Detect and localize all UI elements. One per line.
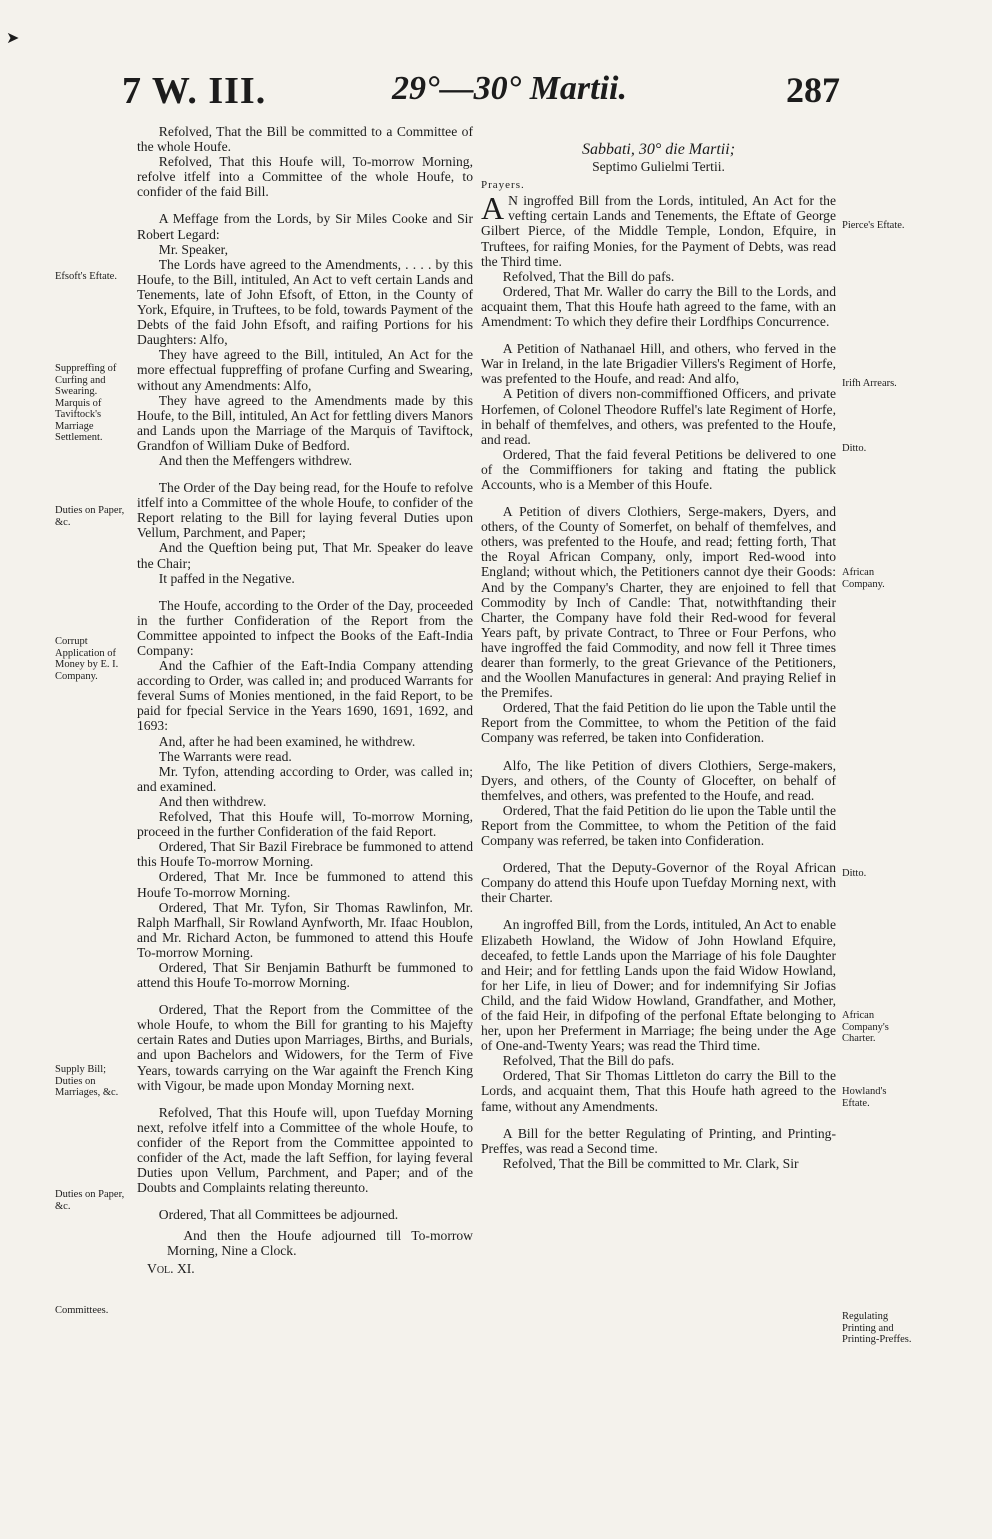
paragraph: Ordered, That Sir Thomas Littleton do carry the Bill to the Lords, and acquaint them, That this Houfe hath agreed to the fame, without any Amendments. [481, 1068, 836, 1114]
date-header: 29°—30° Martii. [392, 70, 627, 107]
paragraph: Refolved, That this Houfe will, To-morrow Morning, refolve itfelf into a Committee of the whole Houfe, to confider of the faid Bill. [137, 154, 473, 200]
right-text-column [481, 124, 836, 1171]
margin-note: Pierce's Eftate. [842, 220, 905, 231]
adjournment-line: And then the Houfe adjourned till To-morrow Morning, Nine a Clock. [167, 1228, 473, 1259]
page-number: 287 [786, 70, 840, 110]
margin-note: Committees. [55, 1305, 109, 1316]
paragraph: Ordered, That the faid feveral Petitions be delivered to one of the Commiffioners for taking and ftating the publick Accounts, who is a Member of this Houfe. [481, 446, 836, 492]
paragraph: Mr. Tyfon, attending according to Order, was called in; and examined. [137, 763, 473, 794]
paragraph: Ordered, That the faid Petition do lie upon the Table until the Report from the Committee, to whom the Petition of the faid Company was referred, be taken into Confideration. [481, 700, 836, 746]
paragraph: The Warrants were read. [158, 748, 292, 764]
left-text-column [137, 124, 473, 1276]
paragraph: Ordered, That Mr. Waller do carry the Bill to the Lords, and acquaint them, That this Houfe hath agreed to the fame, with an Amendment: To which they defire their Lordfhips Concurrence. [481, 283, 836, 330]
paragraph: And then the Meffengers withdrew. [158, 452, 353, 468]
margin-note: Duties on Paper, &c. [55, 1189, 125, 1212]
paragraph: A Meffage from the Lords, by Sir Miles Cooke and Sir Robert Legard: [137, 211, 473, 242]
margin-note: African Company's Charter. [842, 1010, 889, 1044]
ink-mark: ➤ [6, 30, 20, 47]
paragraph: And the Queftion being put, That Mr. Speaker do leave the Chair; [137, 540, 473, 571]
paragraph: The Houfe, according to the Order of the Day, proceeded in the further Confideration of the Report from the Committee appointed to infpect the Books of the Eaft-India Company: [137, 597, 473, 658]
paragraph: Ordered, That the Report from the Committee of the whole Houfe, to whom the Bill for granting to his Majefty certain Rates and Duties upon Marriages, Births, and Burials, and upon Bachelors and Widowers, for the Term of Five Years, towards carrying on the War againft the French King with Vigour, be made upon Monday Morning next. [137, 1002, 473, 1093]
paragraph: Ordered, That the Deputy-Governor of the Royal African Company do attend this Houfe upon Tuefday Morning next, with their Charter. [481, 860, 836, 906]
margin-note: African Company. [842, 567, 885, 590]
margin-note: Duties on Paper, &c. [55, 505, 125, 528]
paragraph: Refolved, That this Houfe will, upon Tuefday Morning next, refolve itfelf into a Committee of the whole Houfe, to confider of the Report from the Committee appointed to confider of the Act, made the laft Seffion, for laying feveral Duties upon Vellum, Parchment, and Paper; and of the Doubts and Complaints relating thereunto. [137, 1104, 473, 1196]
paragraph: A Petition of divers Clothiers, Serge-makers, Dyers, and others, of the County of Somerfet, on behalf of themfelves, and others, was prefented to the Houfe, and read; fetting forth, That the Royal African Company, only, import Red-wood into England; without which, the Petitioners cannot dye their Goods: And by the Company's Charter, they are enjoined to fell that Commodity by Inch of Candle: That, notwithftanding their Charter, the Company have fold their Red-wood for feveral Years paft, by private Contract, to Three or Four Perfons, who have ingroffed the faid Commodity, and now fell it Three times dearer than formerly, to the great Grievance of the Petitioners, and the Woollen Manufactures in general: And praying Relief in the Premifes. [481, 504, 836, 701]
volume-signature: Vol. XI. [147, 1260, 195, 1276]
paragraph: And the Cafhier of the Eaft-India Company attending according to Order, was called in; and produced Warrants for feveral Sums of Monies mentioned, in the faid Report, to be paid for fpecial Service in the Years 1690, 1691, 1692, and 1693: [137, 658, 473, 734]
margin-note: Ditto. [842, 868, 867, 879]
regnal-year-header: 7 W. III. [122, 70, 267, 112]
margin-note: Irifh Arrears. [842, 378, 897, 389]
paragraph: It paffed in the Negative. [158, 570, 295, 586]
paragraph-drop-cap [481, 190, 836, 269]
paragraph: Ordered, That Mr. Tyfon, Sir Thomas Rawlinfon, Mr. Ralph Marfhall, Sir Rowland Aynfworth, Mr. Ifaac Houblon, and Mr. Richard Acton, be fummoned to attend this Houfe To-morrow Morning. [137, 899, 473, 960]
prayers-heading: Prayers. [481, 179, 525, 192]
paragraph: Refolved, That the Bill do pafs. [502, 1053, 675, 1069]
margin-note: Corrupt Application of Money by E. I. Company. [55, 636, 119, 682]
sitting-date-heading: Sabbati, 30° die Martii; [581, 141, 736, 158]
paragraph: Ordered, That Sir Bazil Firebrace be fummoned to attend this Houfe To-morrow Morning. [137, 839, 473, 870]
paragraph: Alfo, The like Petition of divers Clothiers, Serge-makers, Dyers, and others, of the County of Glocefter, on behalf of themfelves, and others, was prefented to the Houfe, and read. [481, 757, 836, 803]
paragraph: They have agreed to the Amendments made by this Houfe, to the Bill, intituled, An Act for fettling divers Manors and Lands upon the Marriage of the Marquis of Taviftock, Grandfon of William Duke of Bedford. [137, 392, 473, 453]
paragraph-text: N ingroffed Bill from the Lords, intituled, An Act for the vefting certain Lands and Tenements, the Eftate of George Gilbert Pierce, of the Middle Temple, London, Efquire, in Truftees, for raifing Monies, for the Payment of Debts, was read the Third time. [481, 193, 836, 269]
drop-cap-letter: A [481, 190, 505, 227]
paragraph: An ingroffed Bill, from the Lords, intituled, An Act to enable Elizabeth Howland, the Widow of John Howland Efquire, deceafed, to fettle Lands upon the Marriage of his fole Daughter and Heir; and for fettling Lands upon the faid Widow Howland, for her Life, in lieu of Dower; and for indemnifying Sir Jofias Child, and the faid Widow Howland, Grandfather, and Mother, of the faid Heir, in difpofing of the perfonal Eftate belonging to her, upon her Preferment in Marriage; fhe being under the Age of One-and-Twenty Years; was read the Third time. [481, 917, 836, 1054]
paragraph: Ordered, That all Committees be adjourned. [158, 1207, 399, 1223]
paragraph: A Bill for the better Regulating of Printing, and Printing-Preffes, was read a Second time. [481, 1125, 836, 1156]
paragraph: Refolved, That this Houfe will, To-morrow Morning, proceed in the further Confideration of the faid Report. [137, 809, 473, 840]
regnal-heading: Septimo Gulielmi Tertii. [592, 159, 725, 175]
paragraph: Ordered, That the faid Petition do lie upon the Table until the Report from the Committee, to whom the Petition of the faid Company was referred, be taken into Confideration. [481, 802, 836, 849]
margin-note: Ditto. [842, 443, 867, 454]
margin-note: Suppreffing of Curfing and Swearing. Marquis of Taviftock's Marriage Settlement. [55, 363, 117, 443]
paragraph: Refolved, That the Bill be committed to Mr. Clark, Sir [502, 1155, 799, 1171]
margin-note: Howland's Eftate. [842, 1086, 887, 1109]
paragraph: The Order of the Day being read, for the Houfe to refolve itfelf into a Committee of the whole Houfe, to confider of the Report relating to the Bill for laying feveral Duties upon Vellum, Parchment, and Paper; [137, 480, 473, 541]
margin-note: Efsoft's Eftate. [55, 271, 117, 282]
margin-note: Regulating Printing and Printing-Preffes. [842, 1311, 912, 1345]
paragraph: Refolved, That the Bill do pafs. [502, 268, 675, 284]
paragraph: Ordered, That Sir Benjamin Bathurft be fummoned to attend this Houfe To-morrow Morning. [137, 959, 473, 991]
paragraph: The Lords have agreed to the Amendments, . . . . by this Houfe, to the Bill, intituled, An Act to veft certain Lands and Tenements, late of John Efsoft, of Etton, in the County of York, Efquire, in Truftees, to be fold, towards Payment of the Debts of the faid John Efsoft, and raifing Portions for his Daughters: Alfo, [137, 256, 473, 348]
paragraph: They have agreed to the Bill, intituled, An Act for the more effectual fuppreffing of profane Curfing and Swearing, without any Amendments: Alfo, [137, 347, 473, 393]
margin-note: Supply Bill; Duties on Marriages, &c. [55, 1064, 119, 1098]
paragraph: And, after he had been examined, he withdrew. [158, 733, 416, 749]
paragraph: Refolved, That the Bill be committed to a Committee of the whole Houfe. [137, 124, 473, 155]
paragraph: Mr. Speaker, [158, 241, 229, 257]
paragraph: And then withdrew. [158, 793, 267, 809]
paragraph: A Petition of Nathanael Hill, and others, who ferved in the War in Ireland, in the late Brigadier Villers's Regiment of Horfe, was prefented to the Houfe, and read: And alfo, [481, 341, 836, 387]
paragraph: A Petition of divers non-commiffioned Officers, and private Horfemen, of Colonel Theodore Ruffel's late Regiment of Horfe, in behalf of themfelves, and others, was prefented to the Houfe, and read. [481, 386, 836, 447]
paragraph: Ordered, That Mr. Ince be fummoned to attend this Houfe To-morrow Morning. [137, 869, 473, 900]
